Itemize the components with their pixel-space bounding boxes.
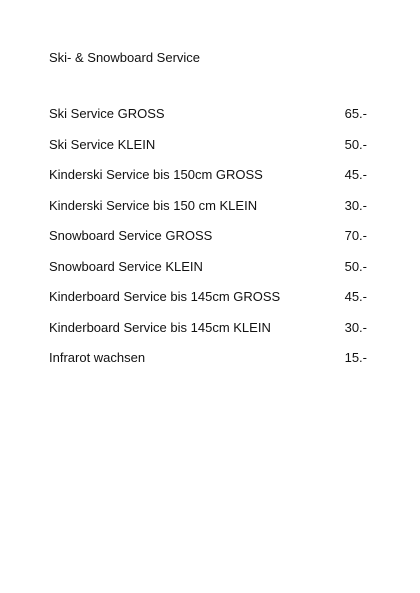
service-name: Kinderski Service bis 150 cm KLEIN xyxy=(49,197,258,213)
service-name: Ski Service GROSS xyxy=(49,106,165,121)
price-row xyxy=(49,289,367,320)
price-row xyxy=(49,320,367,351)
service-price: 30.- xyxy=(344,197,367,213)
price-row xyxy=(49,259,367,290)
price-list xyxy=(49,106,367,381)
service-price: 70.- xyxy=(344,228,367,243)
service-name: Kinderboard Service bis 145cm KLEIN xyxy=(49,319,271,335)
service-name: Kinderski Service bis 150cm GROSS xyxy=(49,167,263,182)
price-row xyxy=(49,350,367,381)
service-price: 45.- xyxy=(344,167,367,182)
service-name: Kinderboard Service bis 145cm GROSS xyxy=(49,289,281,304)
price-row xyxy=(49,198,367,229)
service-name: Ski Service KLEIN xyxy=(49,136,156,152)
page-title: Ski- & Snowboard Service xyxy=(49,50,201,65)
service-price: 50.- xyxy=(344,136,367,152)
service-price: 15.- xyxy=(344,350,367,365)
service-name: Snowboard Service KLEIN xyxy=(49,258,203,274)
service-price: 45.- xyxy=(344,289,367,304)
price-row xyxy=(49,106,367,137)
service-price: 65.- xyxy=(344,106,367,121)
service-price: 30.- xyxy=(344,319,367,335)
price-row xyxy=(49,137,367,168)
price-row xyxy=(49,167,367,198)
service-name: Infrarot wachsen xyxy=(49,350,146,365)
service-price: 50.- xyxy=(344,258,367,274)
price-row xyxy=(49,228,367,259)
service-name: Snowboard Service GROSS xyxy=(49,228,213,243)
